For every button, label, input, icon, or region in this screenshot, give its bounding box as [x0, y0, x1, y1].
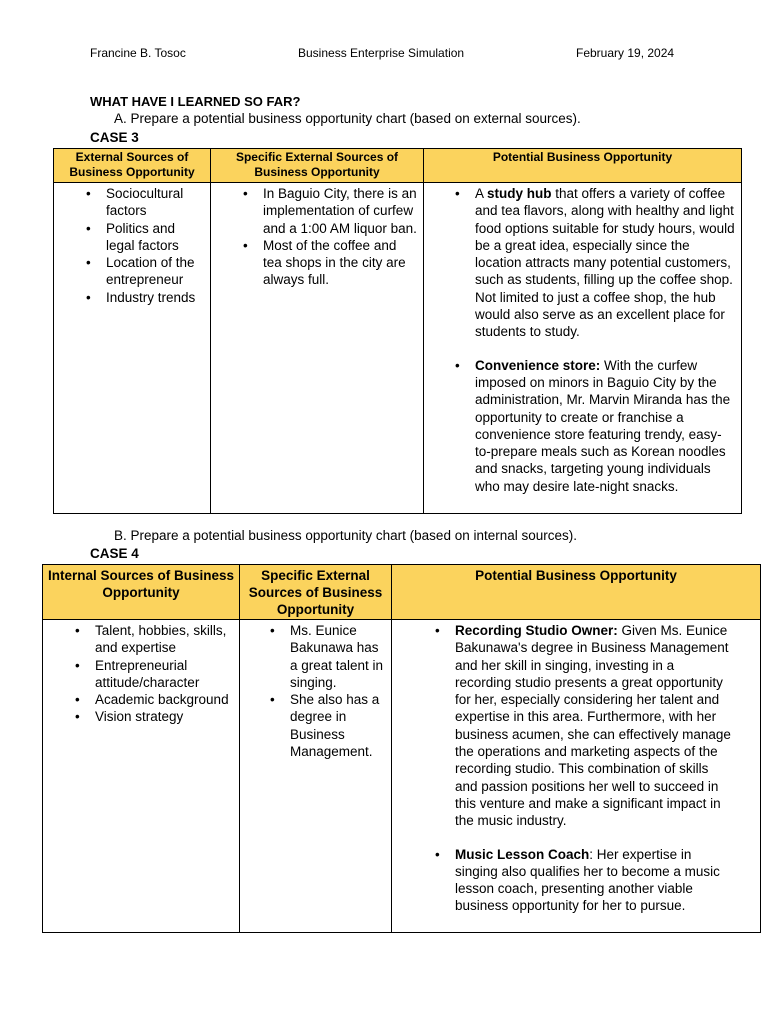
section-a-instruction: A. Prepare a potential business opportunity chart (based on external sources). — [114, 111, 581, 126]
table-row — [43, 620, 761, 933]
course-title: Business Enterprise Simulation — [298, 46, 465, 60]
opportunity-cell — [424, 183, 742, 514]
document-date: February 19, 2024 — [576, 46, 675, 60]
case-4-table — [42, 564, 761, 933]
opportunity-name: Convenience store: — [475, 357, 601, 373]
list-item: • Vision strategy — [95, 708, 235, 725]
external-sources-cell — [54, 183, 211, 514]
opportunity-name: Recording Studio Owner: — [455, 623, 618, 638]
list-item: • Recording Studio Owner: Given Ms. Eunice Bakunawa's degree in Business Management and her skill in singing, investing in a recording studio presents a great opportunity for her, especially considering her talent and expertise in this area. Furthermore, with her business acumen, she can effectively manage the operations and marketing aspects of the recording studio. This combination of skills and passion positions her well to succeed in this venture and make a significant impact in the music industry. — [455, 622, 732, 830]
list-item: • Location of the entrepreneur — [106, 254, 206, 289]
list-item: • Convenience store: With the curfew imposed on minors in Baguio City by the administration, Mr. Marvin Miranda has the opportunity to create or franchise a convenience store featuring trendy, easy-to-prepare meals such as Korean noodles and snacks, targeting young individuals who may desire late-night snacks. — [475, 357, 735, 495]
list-item: • Politics and legal factors — [106, 220, 206, 255]
table-row — [54, 183, 742, 514]
opportunity-name: Music Lesson Coach — [455, 846, 590, 862]
list-item: • In Baguio City, there is an implementation of curfew and a 1:00 AM liquor ban. — [263, 185, 417, 237]
column-header: Potential Business Opportunity — [424, 149, 742, 183]
list-item: • Academic background — [95, 691, 235, 708]
list-item: • Entrepreneurial attitude/character — [95, 657, 235, 692]
list-item: • Industry trends — [106, 289, 206, 306]
internal-sources-cell — [43, 620, 240, 933]
page-title: WHAT HAVE I LEARNED SO FAR? — [90, 94, 301, 109]
column-header: Internal Sources of Business Opportunity — [43, 565, 240, 620]
case-3-table — [53, 148, 742, 514]
specific-sources-cell — [240, 620, 392, 933]
opportunity-cell — [392, 620, 761, 933]
author-name: Francine B. Tosoc — [90, 46, 186, 60]
list-item: • A study hub that offers a variety of coffee and tea flavors, along with healthy and light food options suitable for study hours, would be a great idea, especially since the location attracts many potential customers, such as students, filling up the coffee shop. Not limited to just a coffee shop, the hub would also serve as an excellent place for students to study. — [475, 185, 735, 341]
column-header: Potential Business Opportunity — [392, 565, 761, 620]
list-item: • Music Lesson Coach: Her expertise in singing also qualifies her to become a music lesson coach, presenting another viable business opportunity for her to pursue. — [455, 846, 732, 915]
case-3-label: CASE 3 — [90, 130, 139, 145]
column-header: External Sources of Business Opportunity — [54, 149, 211, 183]
list-item: • Ms. Eunice Bakunawa has a great talent in singing. — [290, 622, 387, 691]
list-item: • Talent, hobbies, skills, and expertise — [95, 622, 235, 657]
opportunity-name: study hub — [487, 186, 552, 201]
column-header: Specific External Sources of Business Opportunity — [240, 565, 392, 620]
list-item: • Sociocultural factors — [106, 185, 206, 220]
list-item: • Most of the coffee and tea shops in the city are always full. — [263, 237, 417, 289]
table-header-row — [43, 565, 761, 620]
case-4-label: CASE 4 — [90, 546, 139, 561]
table-header-row — [54, 149, 742, 183]
specific-sources-cell — [211, 183, 424, 514]
section-b-instruction: B. Prepare a potential business opportunity chart (based on internal sources). — [114, 528, 578, 543]
page-header — [0, 46, 768, 64]
column-header: Specific External Sources of Business Opportunity — [211, 149, 424, 183]
list-item: • She also has a degree in Business Management. — [290, 691, 387, 760]
